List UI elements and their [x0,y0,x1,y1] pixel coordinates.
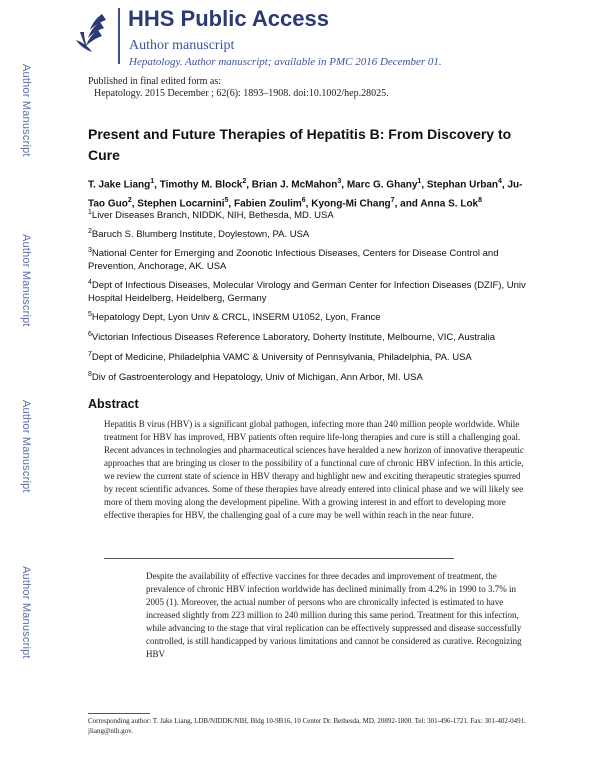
abstract-text: Hepatitis B virus (HBV) is a significant global pathogen, infecting more than 240 million people worldwide. While treatment for HBV has improved, HBV patients often require life-long therapies and cure is still a challenging goal. Recent advances in technologies and pharmaceutical sciences have heralded a new horizon of innovative therapeutic approaches that are bringing us closer to the possibility of a functional cure of chronic HBV infection. In this article, we review the current state of science in HBV therapy and highlight new and exciting therapeutic strategies spurred by recent scientific advances. Some of these therapies have already entered into clinical phase and we will likely see more of them moving along the development pipeline. With a growing interest in and effort to developing more effective therapies for HBV, the challenging goal of a cure may be well within reach in the near future. [104,419,524,520]
author: Timothy M. Block [159,179,243,191]
author: Brian J. McMahon [251,179,338,191]
body-paragraph: Despite the availability of effective vaccines for three decades and improvement of treatment, the prevalence of chronic HBV infection worldwide has declined minimally from 4.2% in 1990 to 3.7% in 2005 (1). Moreover, the actual number of persons who are chronically infected is estimated to have increased slightly from 223 million to 240 million during this same period. Treatment for this infection, while advancing to the stage that viral replication can be effectively suppressed and disease successfully controlled, is still handicapped by various limitations and cannot be considered as curative. Recognizing HBV [146,571,522,659]
hhs-eagle-logo-icon [72,10,112,54]
sidebar-label-4: Author Manuscript [20,566,32,659]
author: Stephan Urban [426,179,499,191]
journal-availability-line: Hepatology. Author manuscript; available in PMC 2016 December 01. [129,56,442,68]
affiliation: $^3$National Center for Emerging and Zoonotic Infectious Diseases, Centers for Disease Control and Prevention, Anchorage, AK. USA [88,247,499,273]
affiliation: $^4$Dept of Infectious Diseases, Molecular Virology and German Center for Infection Diseases (DZIF), Univ Hospital Heidelberg, Heidelberg, Germany [88,279,526,305]
paper-title: Present and Future Therapies of Hepatitis B: From Discovery to Cure [88,126,512,163]
publication-citation: Hepatology. 2015 December ; 62(6): 1893–1908. doi:10.1002/hep.28025. [94,88,389,99]
author: Marc G. Ghany [346,179,418,191]
footnote-divider [88,713,150,714]
affiliation: $^7$Dept of Medicine, Philadelphia VAMC & University of Pennsylvania, Philadelphia, PA. USA [88,351,472,364]
section-divider [104,558,454,559]
corresponding-author-footnote: Corresponding author: T. Jake Liang, LDB/NIDDK/NIH, Bldg 10-9B16, 10 Center Dr. Bethesda, MD. 20892-1800. Tel: 301-496-1721. Fax: 301-402-0491. jliang@nih.gov. [88,717,526,735]
header-divider [118,8,120,64]
affiliation: $^5$Hepatology Dept, Lyon Univ & CRCL, INSERM U1052, Lyon, France [88,311,381,324]
hhs-public-access-title: HHS Public Access [128,6,329,31]
sidebar-label-1: Author Manuscript [20,64,32,157]
author: Anna S. Lok [420,198,479,210]
author: Stephen Locarnini [137,198,225,210]
author: Kyong-Mi Chang [311,198,391,210]
sidebar-label-2: Author Manuscript [20,234,32,327]
author: T. Jake Liang [88,179,151,191]
author: Fabien Zoulim [233,198,302,210]
affiliation: $^1$Liver Diseases Branch, NIDDK, NIH, Bethesda, MD. USA [88,209,334,222]
affiliation: $^8$Div of Gastroenterology and Hepatology, Univ of Michigan, Ann Arbor, MI. USA [88,371,423,384]
published-form-label: Published in final edited form as: [88,76,222,87]
author: Ju-Tao Guo [88,179,523,210]
author-manuscript-subtitle: Author manuscript [129,38,235,53]
affiliation: $^2$Baruch S. Blumberg Institute, Doylestown, PA. USA [88,228,310,241]
author-list: T. Jake Liang$^1$, Timothy M. Block$^2$, Brian J. McMahon$^3$, Marc G. Ghany$^1$, Stephan Urban$^4$, Ju-Tao Guo$^2$, Stephen Locarnini$^5$, Fabien Zoulim$^6$, Kyong-Mi Chang$^7$, and Anna S. Lok$^8$ [88,178,523,210]
sidebar-label-3: Author Manuscript [20,400,32,493]
abstract-heading: Abstract [88,397,139,411]
affiliation: $^6$Victorian Infectious Diseases Reference Laboratory, Doherty Institute, Melbourne, VIC, Australia [88,331,495,344]
